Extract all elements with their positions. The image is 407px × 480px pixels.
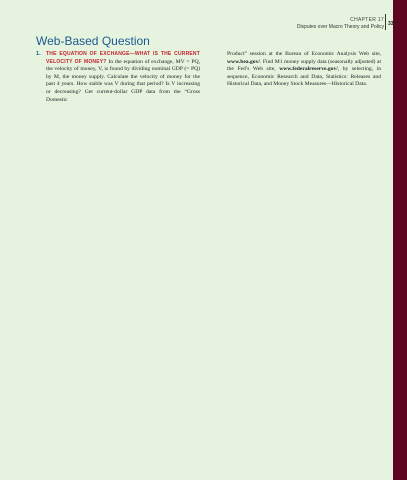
question-text-right-1: Product” session at the Bureau of Economic Analysis Web site, — [227, 51, 381, 57]
running-head — [297, 17, 384, 31]
chapter-title: Disputes over Macro Theory and Policy — [296, 24, 384, 30]
question-right-column — [227, 51, 381, 89]
running-head-rule — [385, 14, 386, 30]
fed-url-link[interactable]: www.federalreserve.gov/ — [279, 66, 338, 73]
page-edge-band — [393, 0, 407, 480]
section-title: Web-Based Question — [36, 34, 150, 48]
question-heading: THE EQUATION OF EXCHANGE—WHAT IS THE CURRENT VELOCITY OF MONEY? — [46, 51, 200, 65]
question-text-right-2: . Find M1 money supply data (seasonally adjusted) at the Fed’s Web site, — [227, 58, 381, 73]
question-text-left: In the equation of exchange, MV = PQ, the velocity of money, V, is found by dividing nominal GDP (= PQ) by M, the money supply. Calculate the velocity of money for the past 4 years. How stable was V during that period? Is V increasing or decreasing? Get current-dollar GDP data from the “Gross Domestic — [46, 58, 201, 103]
bea-url-link[interactable]: www.bea.gov/ — [227, 58, 260, 65]
page-number: 337 — [388, 21, 397, 27]
question-text-right-3: , by selecting, in sequence, Economic Research and Data, Statistics: Releases and Historical Data, and Money Stock Measures—Historical Data. — [227, 66, 381, 88]
question-number: 1. — [36, 51, 41, 57]
chapter-label: CHAPTER 17 — [350, 17, 384, 23]
question-left-column — [46, 51, 200, 104]
